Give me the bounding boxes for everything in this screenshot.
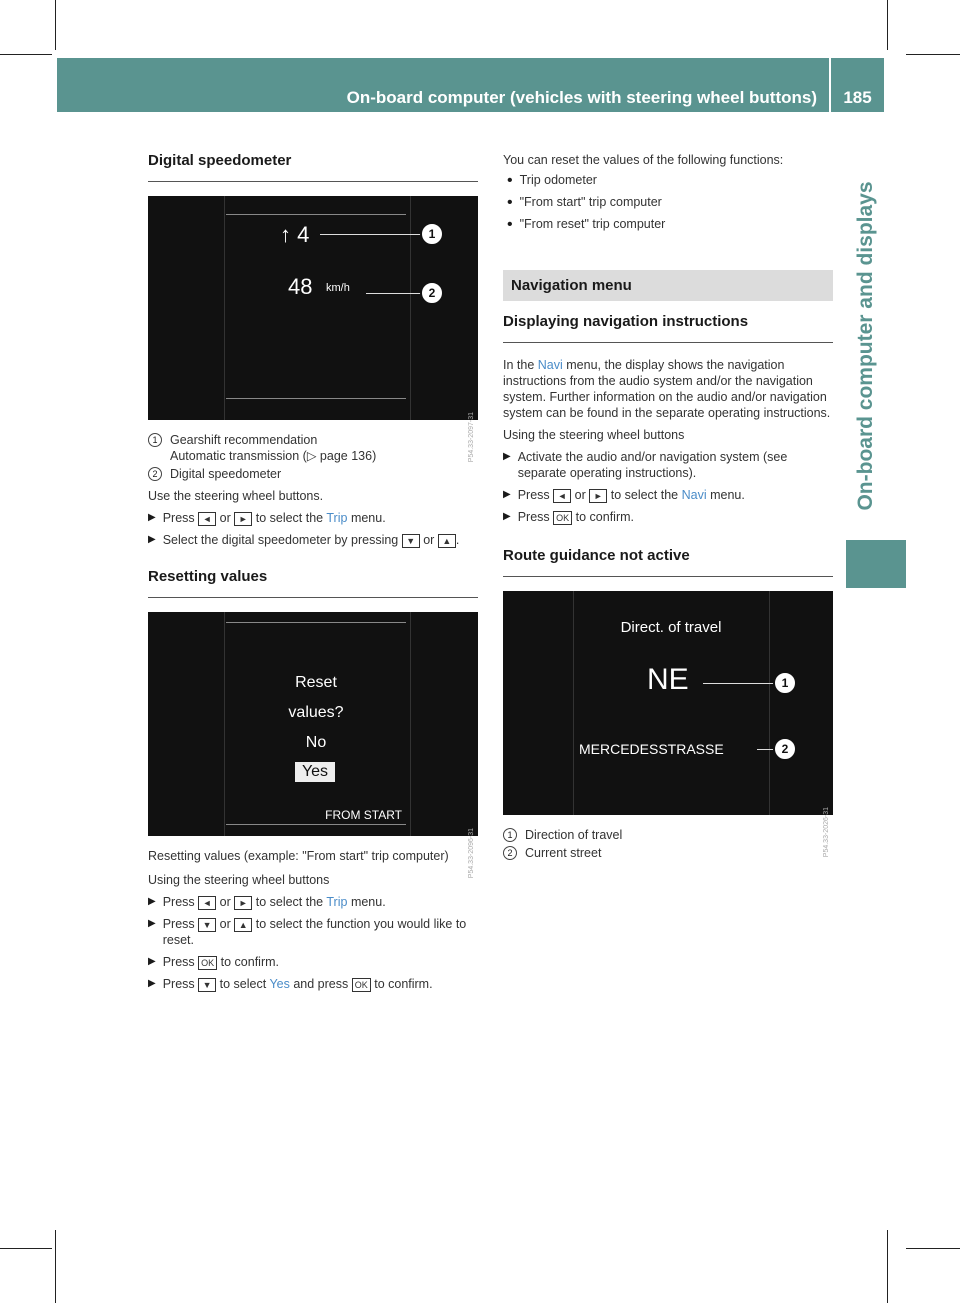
callout-2: 2: [773, 737, 797, 761]
section-heading: Digital speedometer: [148, 152, 292, 169]
caption-item: [503, 827, 833, 843]
side-tab-label: On-board computer and displays: [854, 181, 877, 511]
callout-line: [703, 683, 775, 684]
step-text: Press ▼ or ▲ to select the function you would like to reset.: [162, 917, 467, 947]
speed-value: 48: [288, 274, 313, 299]
bullet-icon: •: [507, 172, 513, 189]
divider: [148, 597, 478, 598]
ok-key: OK: [198, 956, 217, 970]
direction-value: NE: [647, 663, 689, 696]
display-text: Reset: [295, 674, 337, 691]
right-key: ►: [589, 489, 607, 503]
instruction-intro: Using the steering wheel buttons: [503, 428, 685, 442]
step-arrow-icon: ▶: [148, 534, 156, 545]
list-item: • "From reset" trip computer: [507, 216, 666, 233]
instruction-step: [503, 487, 833, 503]
image-code: P54.33-2026-31: [823, 807, 830, 858]
caption-text: Gearshift recommendation: [170, 433, 318, 447]
page-number: 185: [843, 88, 872, 107]
menu-name: Navi: [681, 488, 707, 502]
down-key: ▼: [402, 534, 420, 548]
up-key: ▲: [438, 534, 456, 548]
frame-line: [224, 612, 225, 836]
step-text: Press ◄ or ► to select the Navi menu.: [517, 488, 745, 502]
left-key: ◄: [198, 512, 216, 526]
caption-item: [503, 845, 833, 861]
step-text: Press ◄ or ► to select the Trip menu.: [162, 895, 386, 909]
callout-1: 1: [420, 222, 444, 246]
frame-line: [226, 398, 406, 399]
instruction-step: [148, 894, 478, 910]
frame-line: [226, 622, 406, 623]
instruction-step: [503, 449, 833, 481]
section-heading: Resetting values: [148, 568, 268, 585]
right-key: ►: [234, 896, 252, 910]
street-name: MERCEDESSTRASSE: [579, 741, 724, 757]
list-item: • "From start" trip computer: [507, 194, 662, 211]
caption-text: Current street: [525, 846, 602, 860]
caption-number: 1: [148, 433, 162, 447]
step-text: Press ◄ or ► to select the Trip menu.: [162, 511, 386, 525]
page-number-box: [831, 58, 884, 112]
section-heading: Route guidance not active: [503, 547, 690, 564]
caption-item: [148, 432, 478, 464]
reset-intro: You can reset the values of the following functions:: [503, 153, 784, 167]
figure-caption: Resetting values (example: "From start" trip computer): [148, 849, 449, 863]
menu-name: Yes: [269, 977, 290, 991]
callout-line: [320, 234, 422, 235]
option-yes-selected: Yes: [295, 762, 335, 782]
ok-key: OK: [553, 511, 572, 525]
step-arrow-icon: ▶: [148, 512, 156, 523]
header-bar: [57, 58, 829, 112]
instruction-step: [148, 532, 478, 548]
caption-item: [148, 466, 478, 482]
menu-name: Navi: [537, 358, 563, 372]
section-heading: Displaying navigation instructions: [503, 313, 749, 330]
nav-paragraph: In the Navi menu, the display shows the navigation instructions from the audio system and/or the navigation system. Further information on the audio and/or navigation system can be found in the separate operating instructions.: [503, 358, 831, 420]
right-key: ►: [234, 512, 252, 526]
instruction-intro: Using the steering wheel buttons: [148, 873, 330, 887]
bullet-icon: •: [507, 216, 513, 233]
side-tab: [846, 166, 886, 526]
instruction-step: [148, 916, 478, 948]
frame-line: [769, 591, 770, 815]
step-arrow-icon: ▶: [148, 918, 156, 929]
crop-mark: [0, 1248, 52, 1249]
callout-2: 2: [420, 281, 444, 305]
step-arrow-icon: ▶: [503, 489, 511, 500]
right-column: [503, 152, 833, 863]
left-key: ◄: [553, 489, 571, 503]
image-code: P54.33-2096-31: [468, 828, 475, 879]
display-text: Direct. of travel: [620, 619, 722, 636]
crop-mark: [906, 1248, 960, 1249]
option-no: No: [305, 734, 327, 751]
crop-mark: [55, 1230, 56, 1303]
caption-number: 2: [503, 846, 517, 860]
display-footer: FROM START: [325, 808, 402, 822]
gear-indicator: ↑ 4: [280, 222, 310, 247]
side-tab-marker: [846, 540, 906, 588]
up-key: ▲: [234, 918, 252, 932]
crop-mark: [906, 54, 960, 55]
callout-line: [366, 293, 422, 294]
left-column: [148, 152, 478, 998]
frame-line: [226, 824, 406, 825]
crop-mark: [55, 0, 56, 50]
display-text: values?: [288, 704, 344, 721]
frame-line: [226, 214, 406, 215]
down-key: ▼: [198, 918, 216, 932]
step-arrow-icon: ▶: [503, 451, 511, 462]
crop-mark: [887, 1230, 888, 1303]
instruction-step: [503, 509, 833, 525]
list-item: • Trip odometer: [507, 172, 597, 189]
instruction-step: [148, 954, 478, 970]
step-arrow-icon: ▶: [148, 956, 156, 967]
down-key: ▼: [198, 978, 216, 992]
caption-number: 2: [148, 467, 162, 481]
step-text: Press OK to confirm.: [162, 955, 279, 969]
step-text: Activate the audio and/or navigation system (see separate operating instructions).: [517, 450, 788, 480]
step-arrow-icon: ▶: [148, 978, 156, 989]
step-arrow-icon: ▶: [503, 511, 511, 522]
instruction-step: [148, 976, 478, 992]
image-code: P54.33-2097-31: [468, 412, 475, 463]
step-text: Select the digital speedometer by pressing ▼ or ▲ .: [162, 533, 460, 547]
divider: [503, 576, 833, 577]
caption-text: Automatic transmission (▷ page 136): [170, 449, 377, 463]
caption-text: Direction of travel: [525, 828, 623, 842]
frame-line: [224, 196, 225, 420]
frame-line: [410, 196, 411, 420]
crop-mark: [0, 54, 52, 55]
callout-1: 1: [773, 671, 797, 695]
instruction-step: [148, 510, 478, 526]
section-banner: Navigation menu: [503, 270, 833, 301]
ok-key: OK: [352, 978, 371, 992]
divider: [148, 181, 478, 182]
caption-number: 1: [503, 828, 517, 842]
instruction-intro: Use the steering wheel buttons.: [148, 489, 324, 503]
page-title: On-board computer (vehicles with steering wheel buttons): [346, 88, 817, 107]
menu-name: Trip: [326, 511, 348, 525]
frame-line: [410, 612, 411, 836]
left-key: ◄: [198, 896, 216, 910]
menu-name: Trip: [326, 895, 348, 909]
crop-mark: [887, 0, 888, 50]
speed-unit: km/h: [326, 282, 350, 294]
step-text: Press ▼ to select Yes and press OK to confirm.: [162, 977, 433, 991]
step-arrow-icon: ▶: [148, 896, 156, 907]
bullet-icon: •: [507, 194, 513, 211]
step-text: Press OK to confirm.: [517, 510, 634, 524]
caption-text: Digital speedometer: [170, 467, 282, 481]
divider: [503, 342, 833, 343]
